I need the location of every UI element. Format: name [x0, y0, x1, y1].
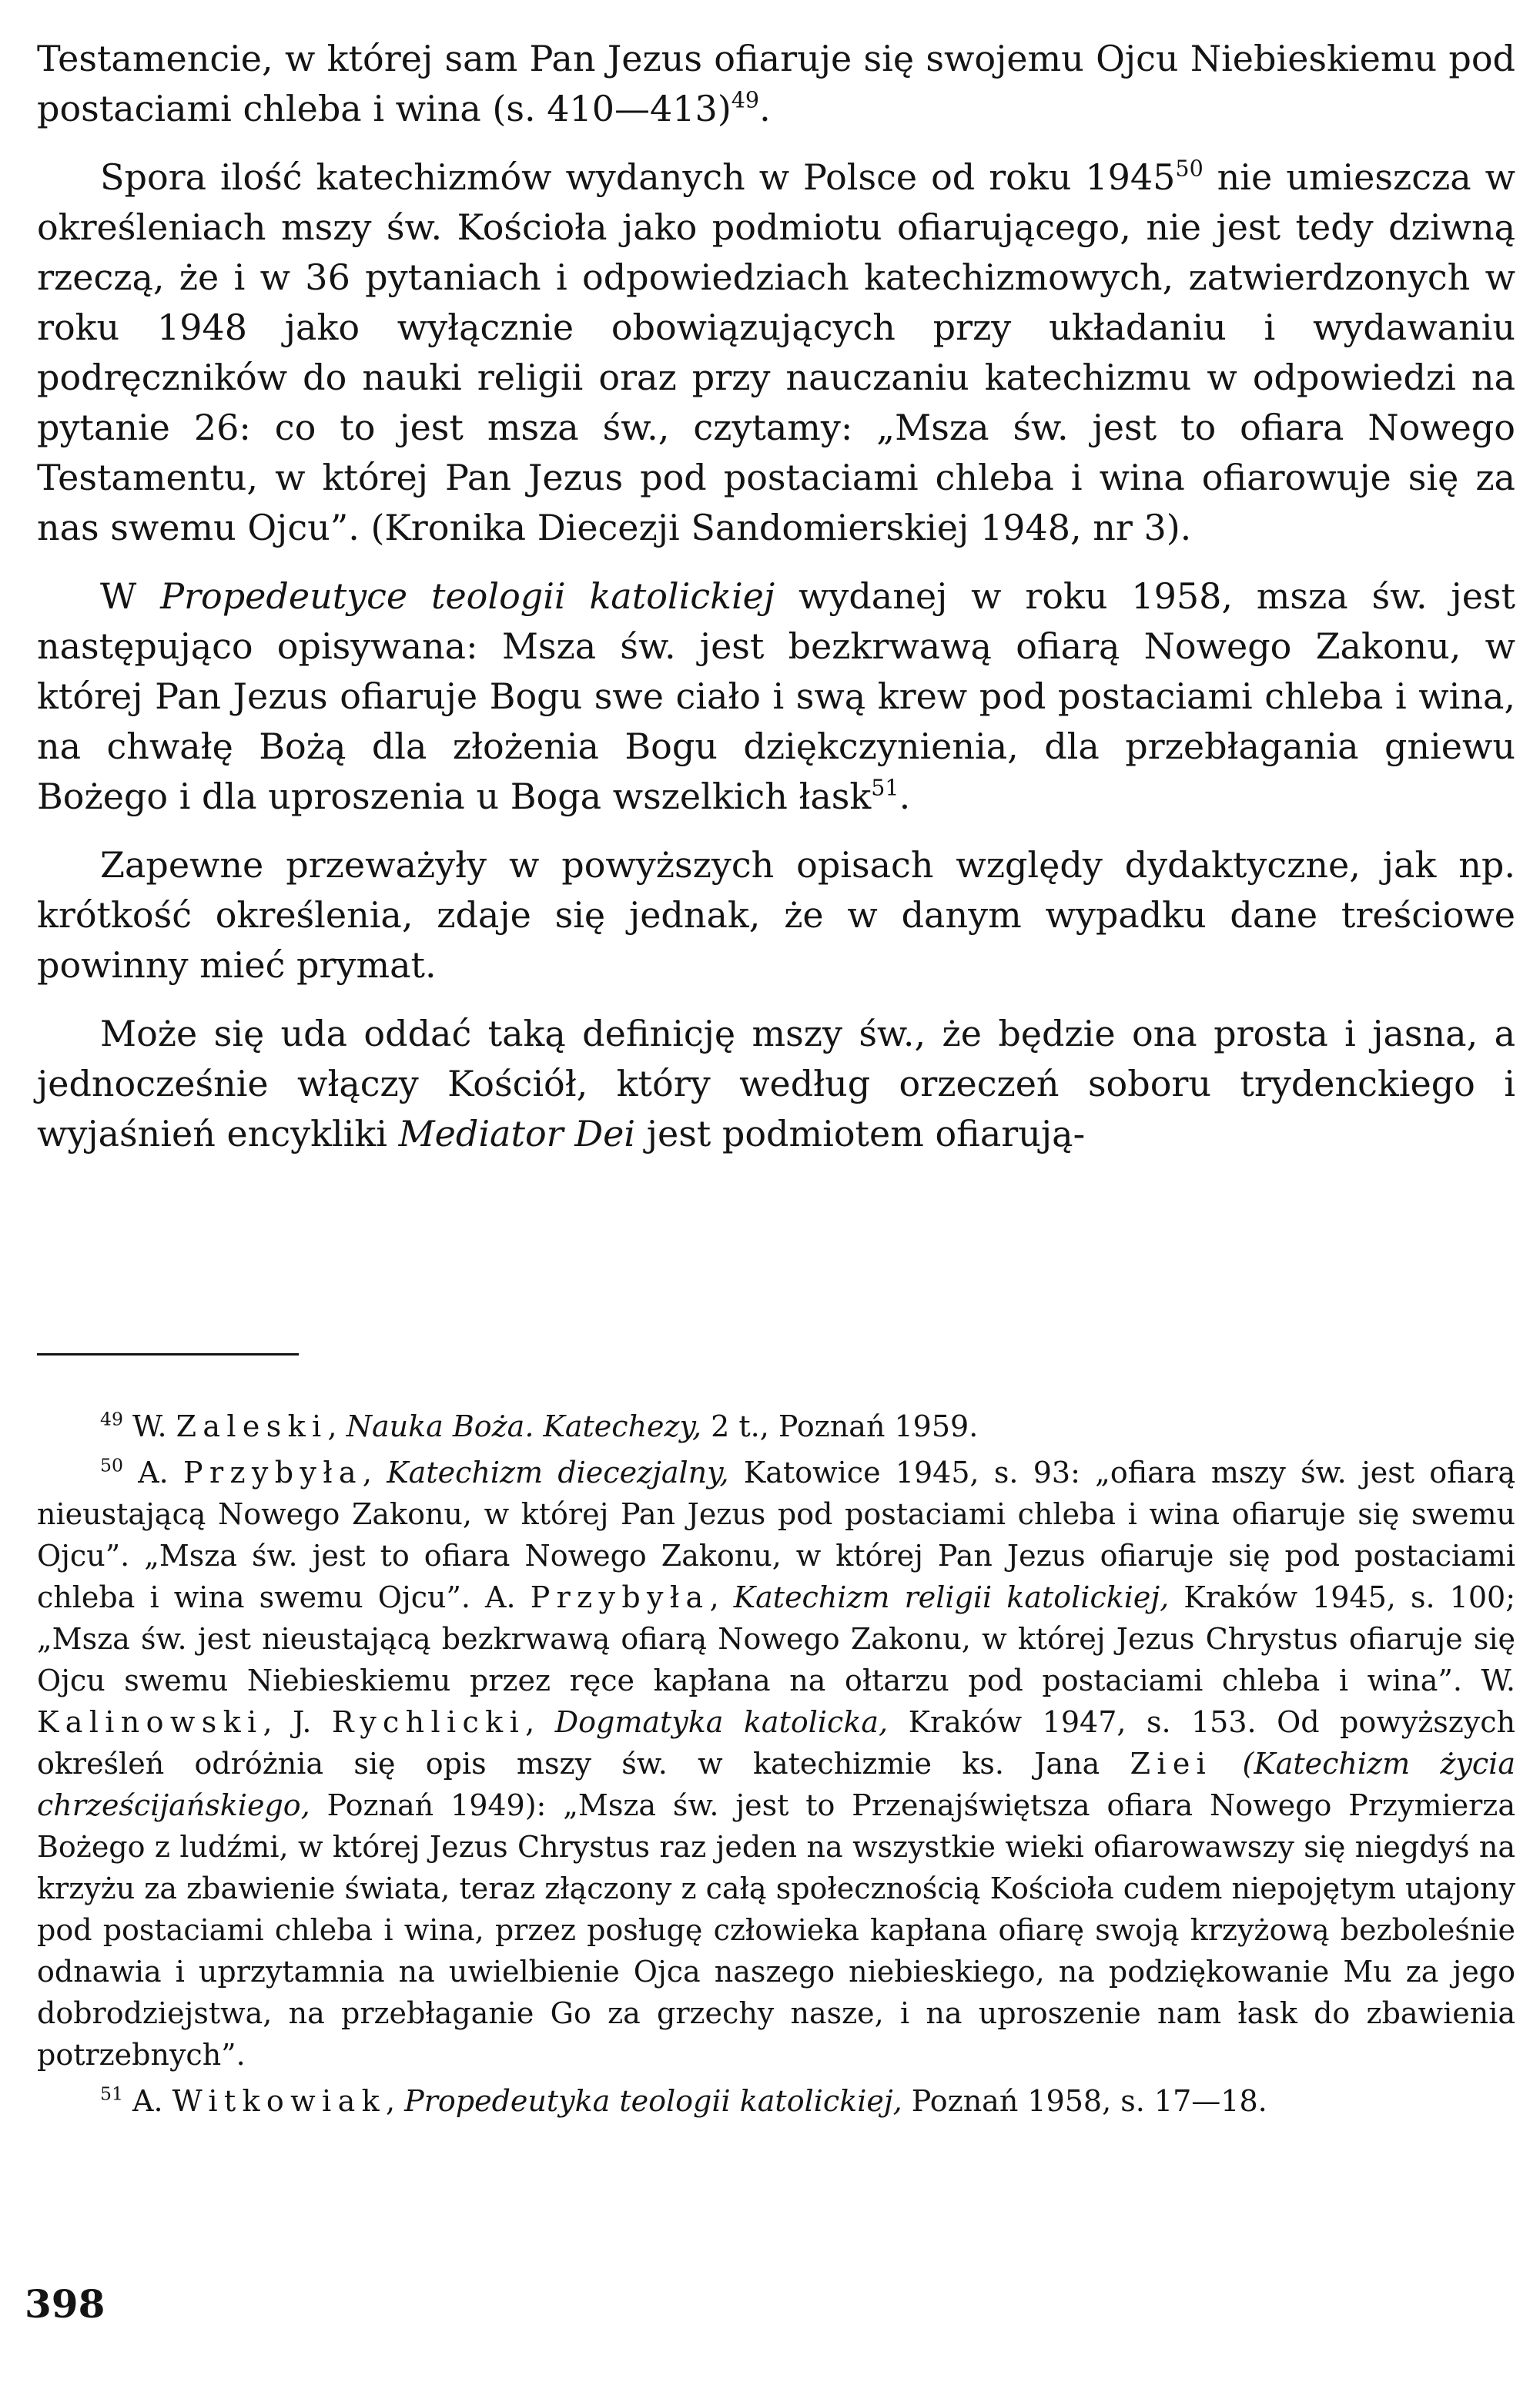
footnote-49: $^{49}$ W. Zaleski, Nauka Boża. Katechezy, 2 t., Poznań 1959. — [100, 1408, 979, 1443]
author-name: Kalinowski — [37, 1705, 263, 1739]
footnote-ref-49[interactable]: 49 — [731, 87, 760, 113]
footnotes — [37, 1406, 1515, 2122]
footnote-50: $^{50}$ A. Przybyła, Katechizm diecezjalny, Katowice 1945, s. 93: „ofiara mszy św. jest ofiarą nieustającą Nowego Zakonu, w której Pan Jezus pod postaciami chleba i wina ofiaruje się swemu Ojcu”. „Msza św. jest to ofiara Nowego Zakonu, w której Pan Jezus ofiaruje się pod postaciami chleba i wina swemu Ojcu”. A. Przybyła, Katechizm religii katolickiej, Kraków 1945, s. 100; „Msza św. jest nieustającą bezkrwawą ofiarą Nowego Zakonu, w której Jezus Chrystus ofiaruje się Ojcu swemu Niebieskiemu przez ręce kapłana na ołtarzu pod postaciami chleba i wina”. W. Kalinowski, J. Rychlicki, Dogmatyka katolicka, Kraków 1947, s. 153. Od powyższych określeń odróżnia się opis mszy św. w katechizmie ks. Jana Ziei (Katechizm życia chrześcijańskiego, Poznań 1949): „Msza św. jest to Przenajświętsza ofiara Nowego Przymierza Bożego z ludźmi, w której Jezus Chrystus raz jeden na wszystkie wieki ofiarowawszy się niegdyś na krzyżu za zbawienie świata, teraz złączony z całą społecznością Kościoła cudem niepojętym utajony pod postaciami chleba i wina, przez posługę człowieka kapłana ofiarę swoją krzyżową bezboleśnie odnawia i uprzytamnia na uwielbienie Ojca naszego niebieskiego, na podziękowanie Mu za jego dobrodziejstwa, na przebłaganie Go za grzechy nasze, i na uproszenie nam łask do zbawienia potrzebnych”. — [37, 1454, 1516, 2072]
paragraph-1: Testamencie, w której sam Pan Jezus ofiaruje się swojemu Ojcu Niebieskiemu pod postaciami chleba i wina (s. 410—413)$^{49}$. — [37, 38, 1515, 129]
main-text — [37, 34, 1515, 1159]
author-name: Rychlicki — [331, 1705, 526, 1739]
footnote-ref-51[interactable]: 51 — [871, 775, 899, 801]
footnote-separator — [37, 1353, 299, 1355]
author-name: Zaleski — [176, 1409, 328, 1443]
author-name: Przybyła — [183, 1456, 363, 1490]
paragraph-3: W Propedeutyce teologii katolickiej wydanej w roku 1958, msza św. jest następująco opisywana: Msza św. jest bezkrwawą ofiarą Nowego Zakonu, w której Pan Jezus ofiaruje Bogu swe ciało i swą krew pod postaciami chleba i wina, na chwałę Bożą dla złożenia Bogu dziękczynienia, dla przebłagania gniewu Bożego i dla uproszenia u Boga wszelkich łask$^{51}$. — [37, 575, 1516, 817]
footnote-51: $^{51}$ A. Witkowiak, Propedeutyka teologii katolickiej, Poznań 1958, s. 17—18. — [100, 2083, 1267, 2118]
author-name: Ziei — [1130, 1747, 1213, 1781]
paragraph-2: Spora ilość katechizmów wydanych w Polsce od roku 1945$^{50}$ nie umieszcza w określeniach mszy św. Kościoła jako podmiotu ofiarującego, nie jest tedy dziwną rzeczą, że i w 36 pytaniach i odpowiedziach katechizmowych, zatwierdzonych w roku 1948 jako wyłącznie obowiązujących przy układaniu i wydawaniu podręczników do nauki religii oraz przy nauczaniu katechizmu w odpowiedzi na pytanie 26: co to jest msza św., czytamy: „Msza św. jest to ofiara Nowego Testamentu, w której Pan Jezus pod postaciami chleba i wina ofiarowuje się za nas swemu Ojcu”. (Kronika Diecezji Sandomierskiej 1948, nr 3). — [37, 156, 1515, 548]
footnote-ref-50[interactable]: 50 — [1175, 156, 1204, 182]
author-name: Przybyła — [530, 1580, 710, 1614]
paragraph-4: Zapewne przeważyły w powyższych opisach względy dydaktyczne, jak np. krótkość określenia, zdaje się jednak, że w danym wypadku dane treściowe powinny mieć prymat. — [37, 844, 1515, 986]
encyclical-title: Mediator Dei — [398, 1113, 636, 1154]
author-name: Witkowiak — [172, 2084, 386, 2118]
paragraph-5: Może się uda oddać taką definicję mszy św., że będzie ona prosta i jasna, a jednocześnie włączy Kościół, który według orzeczeń soboru trydenckiego i wyjaśnień encykliki Mediator Dei jest podmiotem ofiarują- — [37, 1013, 1515, 1154]
page-number: 398 — [25, 2281, 105, 2327]
book-title: Propedeutyce teologii katolickiej — [160, 575, 775, 617]
